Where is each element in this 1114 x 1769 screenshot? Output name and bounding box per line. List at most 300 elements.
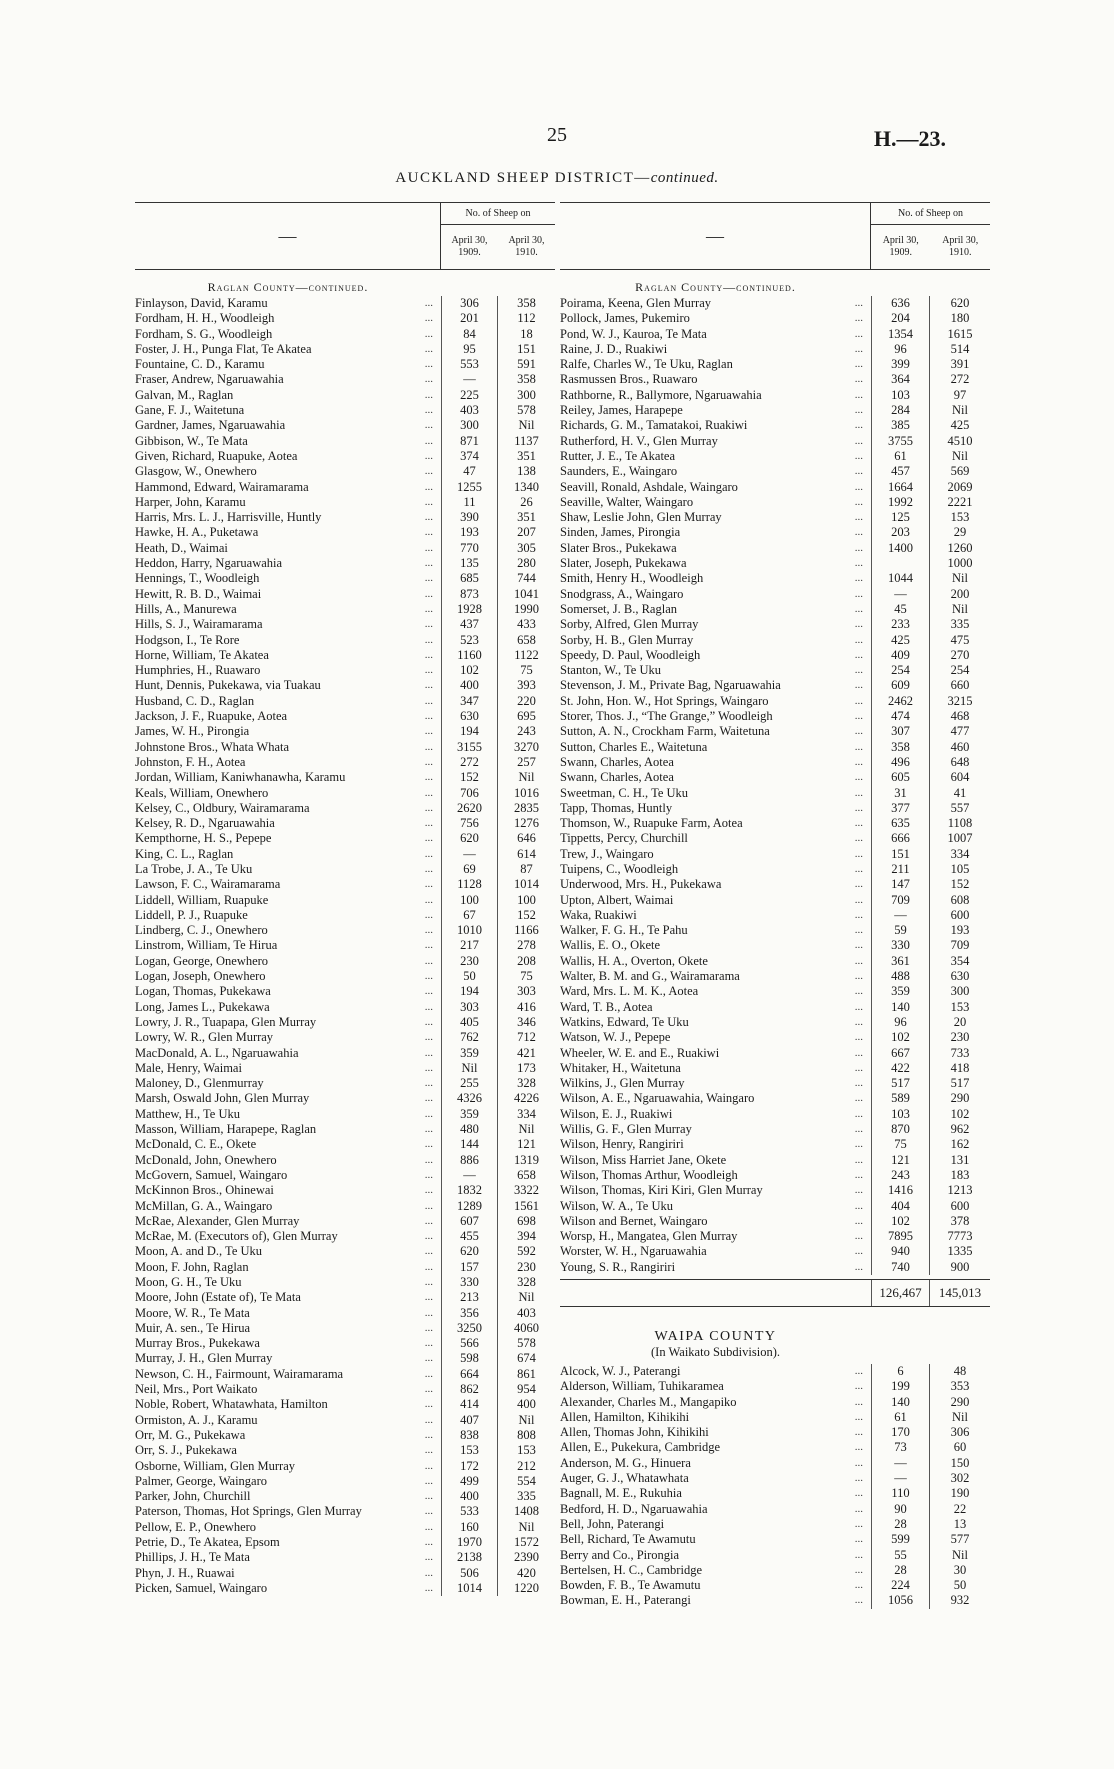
sheep-1909: 201 xyxy=(441,311,498,326)
table-row xyxy=(560,1563,990,1578)
owner-name: St. John, Hon. W., Hot Springs, Waingaro ... xyxy=(560,694,871,709)
owner-name: Lawson, F. C., Wairamarama ... xyxy=(135,877,441,892)
table-row xyxy=(135,525,555,540)
table-row xyxy=(135,1428,555,1443)
owner-name: Rutherford, H. V., Glen Murray ... xyxy=(560,434,871,449)
sheep-1910: Nil xyxy=(518,1519,535,1534)
table-row xyxy=(560,770,990,785)
sheep-1910: 351 xyxy=(517,510,536,525)
owner-name: Rasmussen Bros., Ruawaro ... xyxy=(560,372,871,387)
table-row xyxy=(560,617,990,632)
owner-name: Ward, Mrs. L. M. K., Aotea ... xyxy=(560,984,871,999)
sheep-1909: 103 xyxy=(871,388,930,403)
sheep-1910: 7773 xyxy=(947,1229,973,1244)
owner-name: Heath, D., Waimai ... xyxy=(135,541,441,556)
owner-name: Wilson, W. A., Te Uku ... xyxy=(560,1199,871,1214)
table-row xyxy=(135,1321,555,1336)
owner-name: Waka, Ruakiwi ... xyxy=(560,908,871,923)
table-row xyxy=(560,388,990,403)
table-header xyxy=(135,202,555,270)
owner-name: Storer, Thos. J., “The Grange,” Woodleigh ... xyxy=(560,709,871,724)
table-row xyxy=(560,1486,990,1501)
table-row xyxy=(560,1456,990,1471)
sheep-1909: 160 xyxy=(441,1520,498,1535)
sheep-1909: 330 xyxy=(441,1275,498,1290)
table-row xyxy=(135,1076,555,1091)
table-row xyxy=(135,678,555,693)
sheep-1910: 1260 xyxy=(947,540,973,555)
table-row xyxy=(135,1474,555,1489)
table-row xyxy=(560,1000,990,1015)
sheep-1909: 140 xyxy=(871,1000,930,1015)
table-row xyxy=(135,1336,555,1351)
sheep-1909: 255 xyxy=(441,1076,498,1091)
table-row xyxy=(135,694,555,709)
sheep-1909: 90 xyxy=(871,1502,930,1517)
table-row xyxy=(135,893,555,908)
owner-name: Bertelsen, H. C., Cambridge ... xyxy=(560,1563,871,1578)
table-row xyxy=(560,1532,990,1547)
sheep-1910: 300 xyxy=(950,984,970,999)
table-row xyxy=(560,694,990,709)
sheep-1909: 374 xyxy=(441,449,498,464)
table-row xyxy=(135,1413,555,1428)
owner-name: Lowry, J. R., Tuapapa, Glen Murray ... xyxy=(135,1015,441,1030)
table-row xyxy=(135,709,555,724)
owner-name: Kempthorne, H. S., Pepepe ... xyxy=(135,831,441,846)
left-column xyxy=(135,202,555,1596)
table-row xyxy=(135,1443,555,1458)
sheep-1909: 607 xyxy=(441,1214,498,1229)
sheep-1910: 3215 xyxy=(947,693,973,708)
table-row xyxy=(560,1046,990,1061)
owner-name: Shaw, Leslie John, Glen Murray ... xyxy=(560,510,871,525)
sheep-1909: 157 xyxy=(441,1260,498,1275)
table-row xyxy=(135,464,555,479)
sheep-1909: 706 xyxy=(441,786,498,801)
table-row xyxy=(135,495,555,510)
owner-name: Newson, C. H., Fairmount, Wairamarama ... xyxy=(135,1367,441,1382)
sheep-1910: 1990 xyxy=(514,601,539,616)
sheep-1909: 203 xyxy=(871,525,930,540)
owner-name: McRae, Alexander, Glen Murray ... xyxy=(135,1214,441,1229)
owner-name: Poirama, Keena, Glen Murray ... xyxy=(560,296,871,311)
left-table-body xyxy=(135,296,555,1596)
table-row xyxy=(135,617,555,632)
owner-name: Upton, Albert, Waimai ... xyxy=(560,893,871,908)
sheep-1910: 418 xyxy=(950,1060,970,1075)
sheep-1910: 358 xyxy=(517,372,536,387)
sheep-1909: 3155 xyxy=(441,740,498,755)
owner-name: Johnstone Bros., Whata Whata ... xyxy=(135,740,441,755)
owner-name: Alexander, Charles M., Mangapiko ... xyxy=(560,1395,871,1410)
table-row xyxy=(560,1091,990,1106)
table-row xyxy=(135,1275,555,1290)
table-row xyxy=(560,495,990,510)
sheep-1910: 1014 xyxy=(514,877,539,892)
owner-name: Gane, F. J., Waitetuna ... xyxy=(135,403,441,418)
sheep-1910: 358 xyxy=(517,296,536,310)
sheep-1909: 636 xyxy=(871,296,930,311)
sheep-1909: 300 xyxy=(441,418,498,433)
sheep-1909: 1289 xyxy=(441,1199,498,1214)
table-row xyxy=(135,724,555,739)
sheep-1910: 75 xyxy=(520,663,533,678)
sheep-1909: 7895 xyxy=(871,1229,930,1244)
sheep-1910: 1108 xyxy=(947,816,973,831)
sheep-1910: 87 xyxy=(520,861,533,876)
sheep-1909: 523 xyxy=(441,633,498,648)
header-name-column: — xyxy=(135,203,441,269)
sheep-1910: 212 xyxy=(517,1458,536,1473)
table-row xyxy=(560,571,990,586)
table-row xyxy=(135,1581,555,1596)
sheep-1910: Nil xyxy=(518,770,535,785)
sheep-1909: 517 xyxy=(871,1076,930,1091)
owner-name: McDonald, John, Onewhero ... xyxy=(135,1153,441,1168)
sheep-1909: — xyxy=(441,847,498,862)
table-row xyxy=(560,1440,990,1455)
sheep-1910: 620 xyxy=(950,296,970,310)
sheep-1909: 61 xyxy=(871,449,930,464)
table-row xyxy=(560,724,990,739)
sheep-1910: 20 xyxy=(953,1014,967,1029)
sheep-1909: 147 xyxy=(871,877,930,892)
owner-name: Moon, G. H., Te Uku ... xyxy=(135,1275,441,1290)
owner-name: Jordan, William, Kaniwhanawha, Karamu ... xyxy=(135,770,441,785)
page-number: 25 xyxy=(547,124,567,146)
owner-name: Snodgrass, A., Waingaro ... xyxy=(560,587,871,602)
owner-name: Alcock, W. J., Paterangi ... xyxy=(560,1364,871,1379)
sheep-1910: 30 xyxy=(953,1562,967,1577)
owner-name: McKinnon Bros., Ohinewai ... xyxy=(135,1183,441,1198)
sheep-1909: 664 xyxy=(441,1367,498,1382)
table-row xyxy=(135,541,555,556)
sheep-1909: 1664 xyxy=(871,480,930,495)
sheep-1910: Nil xyxy=(518,1412,535,1427)
table-row xyxy=(560,1107,990,1122)
right-table-body xyxy=(560,296,990,1275)
owner-name: Pond, W. J., Kauroa, Te Mata ... xyxy=(560,327,871,342)
table-row xyxy=(135,648,555,663)
sheep-1910: 1319 xyxy=(514,1152,539,1167)
table-row xyxy=(560,1410,990,1425)
owner-name: McRae, M. (Executors of), Glen Murray ... xyxy=(135,1229,441,1244)
table-row xyxy=(560,403,990,418)
owner-name: Wallis, H. A., Overton, Okete ... xyxy=(560,954,871,969)
sheep-1909: 224 xyxy=(871,1578,930,1593)
sheep-1910: 4060 xyxy=(514,1320,539,1335)
sheep-1910: 733 xyxy=(950,1045,970,1060)
table-row xyxy=(560,1471,990,1486)
sheep-1909: 152 xyxy=(441,770,498,785)
owner-name: Watson, W. J., Pepepe ... xyxy=(560,1030,871,1045)
table-row xyxy=(560,969,990,984)
owner-name: Liddell, P. J., Ruapuke ... xyxy=(135,908,441,923)
sheep-1909: 102 xyxy=(441,663,498,678)
sheep-1910: Nil xyxy=(518,1122,535,1137)
owner-name: Logan, Joseph, Onewhero ... xyxy=(135,969,441,984)
section-heading: Raglan County—continued. xyxy=(207,280,369,294)
owner-name: Auger, G. J., Whatawhata ... xyxy=(560,1471,871,1486)
waipa-subdivision-note: (In Waikato Subdivision). xyxy=(651,1345,780,1359)
sheep-1910: 48 xyxy=(953,1364,967,1378)
sheep-1910: 13 xyxy=(953,1516,967,1531)
owner-name: Phyn, J. H., Ruawai ... xyxy=(135,1566,441,1581)
owner-name: Gibbison, W., Te Mata ... xyxy=(135,434,441,449)
header-sheep-on: No. of Sheep on xyxy=(871,203,990,225)
sheep-1909: 11 xyxy=(441,495,498,510)
sheep-1910: 207 xyxy=(517,525,536,540)
table-row xyxy=(560,1395,990,1410)
sheep-1910: 97 xyxy=(953,387,967,402)
sheep-1910: 200 xyxy=(950,586,970,601)
sheep-1909: 102 xyxy=(871,1030,930,1045)
owner-name: Willis, G. F., Glen Murray ... xyxy=(560,1122,871,1137)
sheep-1909: 28 xyxy=(871,1563,930,1578)
owner-name: Jackson, J. F., Ruapuke, Aotea ... xyxy=(135,709,441,724)
sheep-1909: 3250 xyxy=(441,1321,498,1336)
sheep-1909: 307 xyxy=(871,724,930,739)
sheep-1909 xyxy=(871,556,930,571)
owner-name: Wilson, Miss Harriet Jane, Okete ... xyxy=(560,1153,871,1168)
sheep-1909: 455 xyxy=(441,1229,498,1244)
table-row xyxy=(135,1306,555,1321)
sheep-1909: 598 xyxy=(441,1351,498,1366)
sheep-1909: 886 xyxy=(441,1153,498,1168)
sheep-1909: 1010 xyxy=(441,923,498,938)
sheep-1910: 208 xyxy=(517,953,536,968)
owner-name: Wilson, Henry, Rangiriri ... xyxy=(560,1137,871,1152)
sheep-1909: 47 xyxy=(441,464,498,479)
sheep-1909: 400 xyxy=(441,678,498,693)
sheep-1909: 31 xyxy=(871,786,930,801)
sheep-1909: 2620 xyxy=(441,801,498,816)
table-row xyxy=(135,434,555,449)
sheep-1910: Nil xyxy=(952,571,968,586)
table-row xyxy=(135,1244,555,1259)
sheep-1909: 28 xyxy=(871,1517,930,1532)
table-row xyxy=(135,571,555,586)
sheep-1910: Nil xyxy=(952,1547,968,1562)
owner-name: Walter, B. M. and G., Wairamarama ... xyxy=(560,969,871,984)
owner-name: Hennings, T., Woodleigh ... xyxy=(135,571,441,586)
owner-name: Keals, William, Onewhero ... xyxy=(135,786,441,801)
owner-name: Hills, S. J., Wairamarama ... xyxy=(135,617,441,632)
table-row xyxy=(135,908,555,923)
owner-name: Phillips, J. H., Te Mata ... xyxy=(135,1550,441,1565)
owner-name: Bowman, E. H., Paterangi ... xyxy=(560,1593,871,1608)
sheep-1909: 1044 xyxy=(871,571,930,586)
table-row xyxy=(135,1382,555,1397)
owner-name: Lowry, W. R., Glen Murray ... xyxy=(135,1030,441,1045)
table-row xyxy=(560,1214,990,1229)
sheep-1910: 3322 xyxy=(514,1183,539,1198)
table-row xyxy=(135,1107,555,1122)
total-1909: 126,467 xyxy=(871,1280,930,1306)
table-row xyxy=(560,908,990,923)
sheep-1909: 667 xyxy=(871,1046,930,1061)
table-row xyxy=(135,388,555,403)
table-row xyxy=(135,1153,555,1168)
sheep-1909: 100 xyxy=(441,893,498,908)
table-row xyxy=(135,1137,555,1152)
owner-name: Sorby, H. B., Glen Murray ... xyxy=(560,633,871,648)
table-row xyxy=(135,1489,555,1504)
sheep-1910: 151 xyxy=(517,341,536,356)
table-row xyxy=(560,1199,990,1214)
sheep-1910: 600 xyxy=(950,907,970,922)
table-row xyxy=(560,801,990,816)
sheep-1910: 1137 xyxy=(514,433,539,448)
table-row xyxy=(135,984,555,999)
sheep-1909: — xyxy=(871,1471,930,1486)
sheep-1909: 1832 xyxy=(441,1183,498,1198)
table-row xyxy=(135,372,555,387)
table-row xyxy=(135,816,555,831)
sheep-1910: 153 xyxy=(950,999,970,1014)
owner-name: Sweetman, C. H., Te Uku ... xyxy=(560,786,871,801)
owner-name: Paterson, Thomas, Hot Springs, Glen Murray ... xyxy=(135,1504,441,1519)
sheep-1909: 403 xyxy=(441,403,498,418)
owner-name: Moon, F. John, Raglan ... xyxy=(135,1260,441,1275)
owner-name: Harris, Mrs. L. J., Harrisville, Huntly ... xyxy=(135,510,441,525)
table-row xyxy=(560,877,990,892)
table-row xyxy=(135,770,555,785)
sheep-1910: 131 xyxy=(950,1152,970,1167)
sheep-1910: 1213 xyxy=(947,1183,973,1198)
owner-name: Bell, Richard, Te Awamutu ... xyxy=(560,1532,871,1547)
sheep-1909: 609 xyxy=(871,678,930,693)
sheep-1909: 377 xyxy=(871,801,930,816)
sheep-1910: 712 xyxy=(517,1030,536,1045)
header-year-1910: April 30, 1910. xyxy=(942,235,979,258)
sheep-1909: — xyxy=(441,1168,498,1183)
sheep-1910: 614 xyxy=(517,846,536,861)
sheep-1909: 102 xyxy=(871,1214,930,1229)
owner-name: Pellow, E. P., Onewhero ... xyxy=(135,1520,441,1535)
sheep-1909: 1970 xyxy=(441,1535,498,1550)
table-row xyxy=(135,663,555,678)
owner-name: Matthew, H., Te Uku ... xyxy=(135,1107,441,1122)
sheep-1909: 685 xyxy=(441,571,498,586)
sheep-1910: 554 xyxy=(517,1473,536,1488)
sheep-1910: 674 xyxy=(517,1351,536,1366)
sheep-1910: 569 xyxy=(950,464,970,479)
owner-name: Tapp, Thomas, Huntly ... xyxy=(560,801,871,816)
sheep-1910: 3270 xyxy=(514,739,539,754)
sheep-1910: 1561 xyxy=(514,1198,539,1213)
table-row xyxy=(560,893,990,908)
sheep-1909: 1400 xyxy=(871,541,930,556)
owner-name: Masson, William, Harapepe, Raglan ... xyxy=(135,1122,441,1137)
sheep-1909: 103 xyxy=(871,1107,930,1122)
table-row xyxy=(560,464,990,479)
sheep-1910: 335 xyxy=(517,1489,536,1504)
owner-name: Palmer, George, Waingaro ... xyxy=(135,1474,441,1489)
owner-name: Saunders, E., Waingaro ... xyxy=(560,464,871,479)
sheep-1909: 499 xyxy=(441,1474,498,1489)
sheep-1909: 405 xyxy=(441,1015,498,1030)
sheep-1909: 770 xyxy=(441,541,498,556)
sheep-1909: 1992 xyxy=(871,495,930,510)
sheep-1910: 378 xyxy=(950,1213,970,1228)
table-row xyxy=(560,1593,990,1608)
table-row xyxy=(560,1030,990,1045)
table-row xyxy=(560,327,990,342)
sheep-1909: 1255 xyxy=(441,480,498,495)
sheep-1909: Nil xyxy=(441,1061,498,1076)
sheep-1910: 808 xyxy=(517,1427,536,1442)
sheep-1909: 204 xyxy=(871,311,930,326)
sheep-1910: 1408 xyxy=(514,1504,539,1519)
sheep-1910: 230 xyxy=(950,1030,970,1045)
table-row xyxy=(560,434,990,449)
owner-name: Allen, E., Pukekura, Cambridge ... xyxy=(560,1440,871,1455)
sheep-1910: 18 xyxy=(520,326,533,341)
sheep-1910: 1572 xyxy=(514,1535,539,1550)
sheep-1909: 243 xyxy=(871,1168,930,1183)
sheep-1910: 1615 xyxy=(947,326,973,341)
table-row xyxy=(560,663,990,678)
table-row xyxy=(135,969,555,984)
sheep-1909: 95 xyxy=(441,342,498,357)
sheep-1910: 900 xyxy=(950,1259,970,1274)
sheep-1909: 193 xyxy=(441,525,498,540)
owner-name: Male, Henry, Waimai ... xyxy=(135,1061,441,1076)
sheep-1909: 488 xyxy=(871,969,930,984)
sheep-1910: 1166 xyxy=(514,923,539,938)
sheep-1910: 592 xyxy=(517,1244,536,1259)
owner-name: Richards, G. M., Tamatakoi, Ruakiwi ... xyxy=(560,418,871,433)
table-row xyxy=(560,587,990,602)
sheep-1910: 190 xyxy=(950,1486,970,1501)
sheep-1909: 553 xyxy=(441,357,498,372)
owner-name: Lindberg, C. J., Onewhero ... xyxy=(135,923,441,938)
table-row xyxy=(135,633,555,648)
sheep-1909: 50 xyxy=(441,969,498,984)
sheep-1910: 280 xyxy=(517,556,536,571)
owner-name: Horne, William, Te Akatea ... xyxy=(135,648,441,663)
owner-name: Wallis, E. O., Okete ... xyxy=(560,938,871,953)
sheep-1909: 873 xyxy=(441,587,498,602)
sheep-1909: — xyxy=(871,1456,930,1471)
owner-name: Sutton, Charles E., Waitetuna ... xyxy=(560,740,871,755)
owner-name: Logan, George, Onewhero ... xyxy=(135,954,441,969)
owner-name: Worster, W. H., Ngaruawahia ... xyxy=(560,1244,871,1259)
owner-name: McMillan, G. A., Waingaro ... xyxy=(135,1199,441,1214)
table-row xyxy=(560,938,990,953)
sheep-1910: 1016 xyxy=(514,785,539,800)
header-sheep-on: No. of Sheep on xyxy=(441,203,555,225)
owner-name: Young, S. R., Rangiriri ... xyxy=(560,1260,871,1275)
owner-name: King, C. L., Raglan ... xyxy=(135,847,441,862)
sheep-1910: 630 xyxy=(950,969,970,984)
sheep-1909: 347 xyxy=(441,694,498,709)
table-row xyxy=(560,1548,990,1563)
sheep-1910: 105 xyxy=(950,861,970,876)
sheep-1910: 646 xyxy=(517,831,536,846)
table-row xyxy=(560,602,990,617)
sheep-1910: 600 xyxy=(950,1198,970,1213)
owner-name: Gardner, James, Ngaruawahia ... xyxy=(135,418,441,433)
sheep-1910: 183 xyxy=(950,1167,970,1182)
owner-name: Moore, W. R., Te Mata ... xyxy=(135,1306,441,1321)
table-row xyxy=(560,1502,990,1517)
sheep-1909: 870 xyxy=(871,1122,930,1137)
sheep-1910: 50 xyxy=(953,1578,967,1593)
owner-name: Bedford, H. D., Ngaruawahia ... xyxy=(560,1502,871,1517)
